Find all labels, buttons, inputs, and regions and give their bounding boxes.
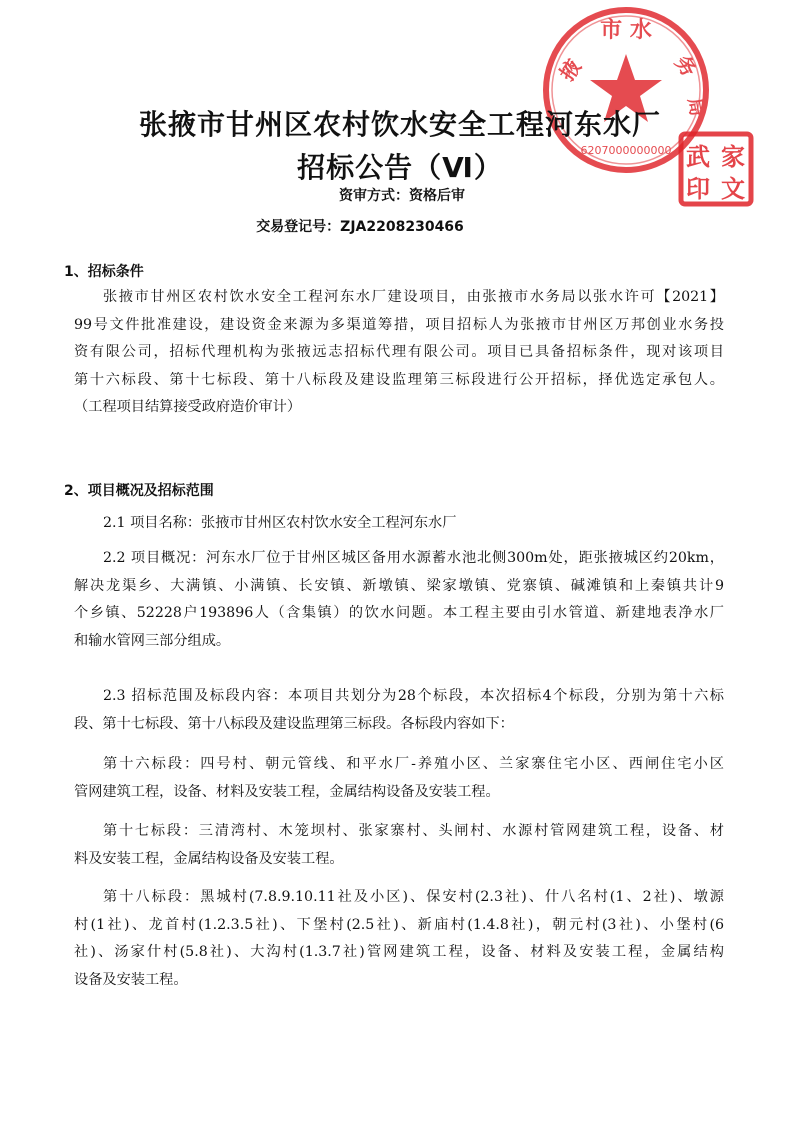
paragraph-line: 村(1社)、龙首村(1.2.3.5社)、下堡村(2.5社)、新庙村(1.4.8社)，朝元村(3社)、小堡村(6 bbox=[74, 916, 724, 933]
paragraph-line: 2.3 招标范围及标段内容：本项目共划分为28个标段，本次招标4个标段，分别为第十六标 bbox=[103, 688, 724, 704]
paragraph-line: 个乡镇、52228户193896人（含集镇）的饮水问题。本工程主要由引水管道、新建地表净水厂 bbox=[74, 605, 724, 621]
paragraph-line: 段、第十七标段、第十八标段及建设监理第三标段。各标段内容如下： bbox=[74, 715, 514, 732]
svg-text:文: 文 bbox=[721, 175, 745, 203]
svg-text:市 水: 市 水 bbox=[600, 18, 652, 43]
svg-text:务: 务 bbox=[670, 50, 702, 82]
paragraph-line: （工程项目结算接受政府造价审计） bbox=[74, 399, 302, 415]
svg-text:6207000000000: 6207000000000 bbox=[580, 144, 672, 157]
section-1-heading: 1、招标条件 bbox=[64, 264, 144, 280]
lot-16-paragraph bbox=[74, 751, 724, 806]
section-2-heading: 2、项目概况及招标范围 bbox=[64, 483, 214, 499]
paragraph-line: 解决龙渠乡、大满镇、小满镇、长安镇、新墩镇、梁家墩镇、党寨镇、碱滩镇和上秦镇共计9 bbox=[74, 577, 724, 594]
paragraph-line: 社)、汤家什村(5.8社)、大沟村(1.3.7社)管网建筑工程，设备、材料及安装工程，金属结构 bbox=[74, 944, 724, 960]
registration-number: 交易登记号：ZJA2208230466 bbox=[256, 219, 464, 235]
paragraph-line: 管网建筑工程，设备、材料及安装工程，金属结构设备及安装工程。 bbox=[74, 783, 500, 800]
paragraph-line: 资有限公司，招标代理机构为张掖远志招标代理有限公司。项目已具备招标条件，现对该项目 bbox=[74, 344, 724, 360]
lot-18-paragraph bbox=[74, 884, 724, 994]
item-2-2-paragraph bbox=[74, 545, 724, 655]
paragraph-line: 料及安装工程，金属结构设备及安装工程。 bbox=[74, 850, 344, 867]
svg-text:武: 武 bbox=[686, 143, 710, 171]
paragraph-line: 2.2 项目概况：河东水厂位于甘州区城区备用水源蓄水池北侧300m处，距张掖城区约20km， bbox=[103, 550, 724, 566]
title-line-2: 招标公告（Ⅵ） bbox=[297, 151, 503, 184]
svg-text:家: 家 bbox=[721, 143, 745, 171]
paragraph-line: 第十六标段、第十七标段、第十八标段及建设监理第三标段进行公开招标，择优选定承包人。 bbox=[74, 371, 724, 388]
paragraph-line: 第十七标段：三清湾村、木笼坝村、张家寨村、头闸村、水源村管网建筑工程，设备、材 bbox=[103, 823, 724, 839]
title-line-1: 张掖市甘州区农村饮水安全工程河东水厂 bbox=[138, 108, 661, 141]
paragraph-line: 2.1 项目名称：张掖市甘州区农村饮水安全工程河东水厂 bbox=[103, 515, 457, 531]
paragraph-line: 设备及安装工程。 bbox=[74, 971, 188, 988]
paragraph-line: 第十八标段：黑城村(7.8.9.10.11社及小区)、保安村(2.3社)、什八名村(1、2社)、墩源 bbox=[103, 889, 724, 905]
paragraph-line: 第十六标段：四号村、朝元管线、和平水厂-养殖小区、兰家寨住宅小区、西闸住宅小区 bbox=[103, 756, 724, 772]
svg-text:局: 局 bbox=[683, 96, 708, 118]
review-method: 资审方式：资格后审 bbox=[339, 188, 465, 204]
paragraph-line: 99号文件批准建设，建设资金来源为多渠道筹措，项目招标人为张掖市甘州区万邦创业水务投 bbox=[74, 316, 724, 333]
section-1-paragraph bbox=[74, 284, 724, 422]
item-2-3-paragraph bbox=[74, 683, 724, 738]
svg-text:印: 印 bbox=[686, 175, 710, 203]
paragraph-line: 和输水管网三部分组成。 bbox=[74, 632, 231, 649]
item-2-1-paragraph bbox=[74, 510, 724, 538]
lot-17-paragraph bbox=[74, 818, 724, 873]
svg-text:掖: 掖 bbox=[554, 54, 586, 86]
paragraph-line: 张掖市甘州区农村饮水安全工程河东水厂建设项目，由张掖市水务局以张水许可【2021】 bbox=[103, 289, 724, 305]
